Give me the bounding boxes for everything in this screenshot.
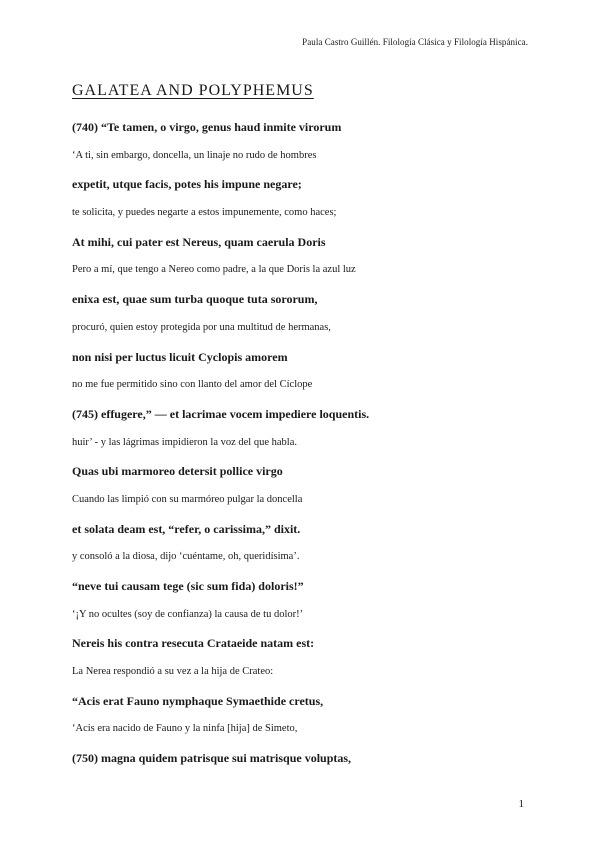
latin-verse-line: et solata deam est, “refer, o carissima,” dixit. [72, 521, 301, 536]
latin-verse-line: “Acis erat Fauno nymphaque Symaethide cretus, [72, 693, 324, 708]
latin-verse-line: non nisi per luctus licuit Cyclopis amorem [72, 349, 288, 364]
latin-verse-line: (745) effugere,” — et lacrimae vocem impediere loquentis. [72, 406, 370, 421]
latin-verse-line: Nereis his contra resecuta Crataeide natam est: [72, 636, 315, 651]
document-title: GALATEA AND POLYPHEMUS [72, 82, 314, 99]
spanish-translation-line: no me fue permitido sino con llanto del amor del Cíclope [72, 379, 313, 391]
spanish-translation-line: Cuando las limpió con su marmóreo pulgar la doncella [72, 493, 303, 505]
page-number: 1 [518, 798, 524, 810]
spanish-translation-line: Pero a mí, que tengo a Nereo como padre, a la que Doris la azul luz [72, 264, 356, 276]
spanish-translation-line: ‘A ti, sin embargo, doncella, un linaje no rudo de hombres [72, 149, 317, 161]
spanish-translation-line: ‘¡Y no ocultes (soy de confianza) la causa de tu dolor!’ [72, 608, 304, 620]
spanish-translation-line: procuró, quien estoy protegida por una multitud de hermanas, [72, 321, 331, 333]
latin-verse-line: “neve tui causam tege (sic sum fida) doloris!” [72, 579, 304, 593]
spanish-translation-line: La Nerea respondió a su vez a la hija de Crateo: [72, 666, 274, 678]
page-header: Paula Castro Guillén. Filología Clásica y Filología Hispánica. [302, 37, 528, 47]
spanish-translation-line: y consoló a la diosa, dijo ‘cuéntame, oh, queridísima’. [72, 551, 300, 563]
latin-verse-line: expetit, utque facis, potes his impune negare; [72, 177, 302, 192]
latin-verse-line: (750) magna quidem patrisque sui matrisque voluptas, [72, 751, 352, 766]
latin-verse-line: enixa est, quae sum turba quoque tuta sororum, [72, 292, 318, 307]
spanish-translation-line: ‘Acis era nacido de Fauno y la ninfa [hija] de Simeto, [72, 723, 298, 735]
spanish-translation-line: huir’ - y las lágrimas impidieron la voz del que habla. [72, 436, 298, 448]
verse-lines [72, 117, 532, 777]
latin-verse-line: Quas ubi marmoreo detersit pollice virgo [72, 464, 283, 479]
spanish-translation-line: te solicita, y puedes negarte a estos impunemente, como haces; [72, 207, 337, 219]
latin-verse-line: (740) “Te tamen, o virgo, genus haud inmite virorum [72, 120, 342, 134]
latin-verse-line: At mihi, cui pater est Nereus, quam caerula Doris [72, 234, 326, 249]
